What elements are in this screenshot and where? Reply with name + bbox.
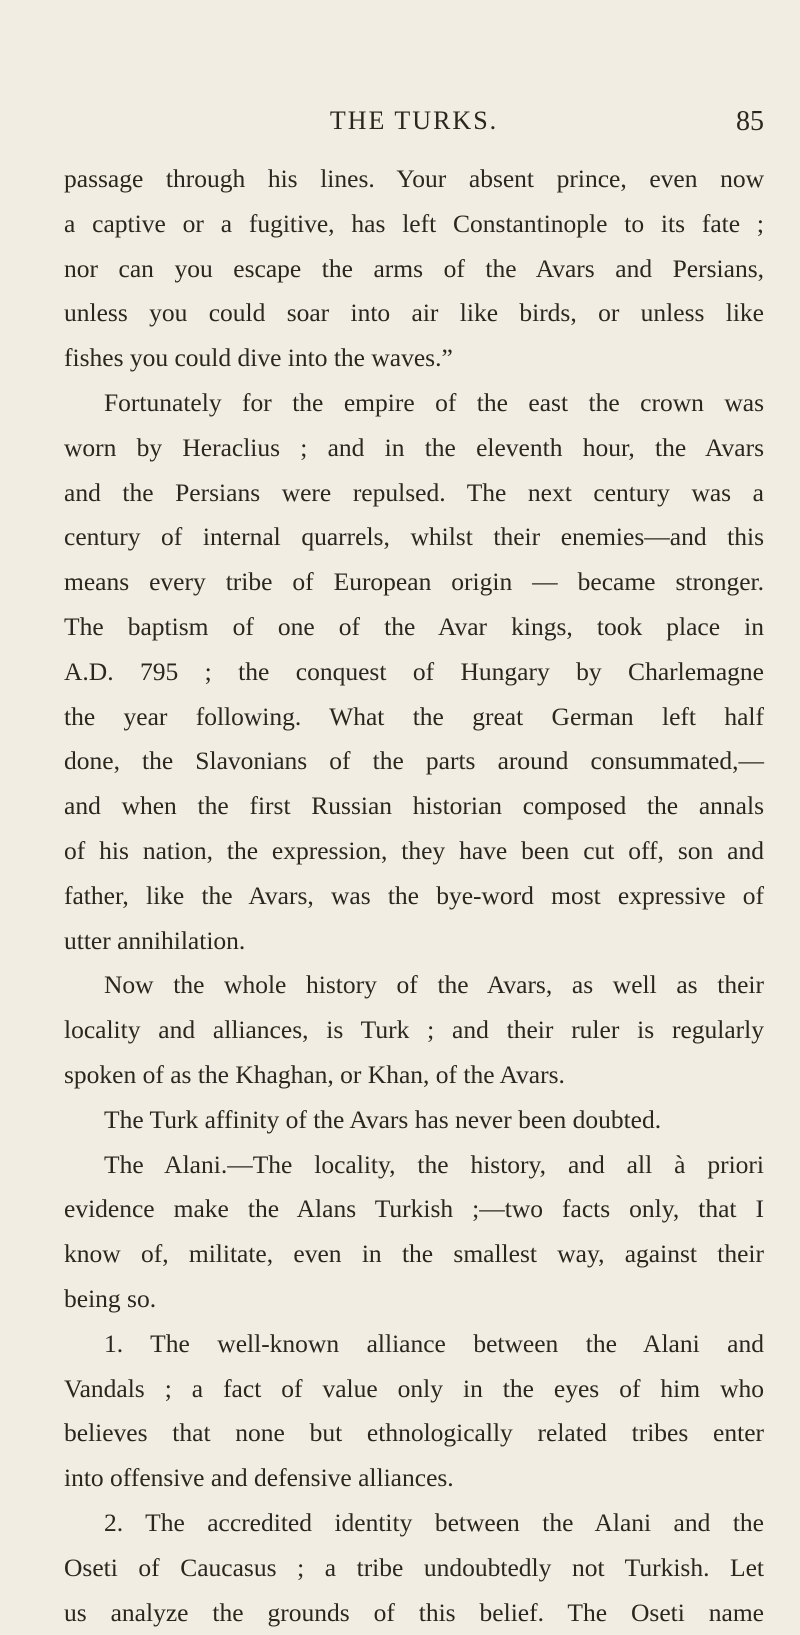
text-line: century of internal quarrels, whilst their enemies—and this [64, 515, 764, 560]
text-line: passage through his lines. Your absent prince, even now [64, 157, 764, 202]
text-line: and the Persians were repulsed. The next century was a [64, 471, 764, 516]
text-line: father, like the Avars, was the bye-word most expressive of [64, 874, 764, 919]
text-line: locality and alliances, is Turk ; and their ruler is regularly [64, 1008, 764, 1053]
text-line: Now the whole history of the Avars, as well as their [64, 963, 764, 1008]
text-line: believes that none but ethnologically related tribes enter [64, 1411, 764, 1456]
text-line: being so. [64, 1277, 764, 1322]
text-line: A.D. 795 ; the conquest of Hungary by Charlemagne [64, 650, 764, 695]
page-number: 85 [736, 106, 764, 138]
text-line: unless you could soar into air like birds, or unless like [64, 291, 764, 336]
text-line: 1. The well-known alliance between the Alani and [64, 1322, 764, 1367]
text-line: means every tribe of European origin — became stronger. [64, 560, 764, 605]
text-line: nor can you escape the arms of the Avars and Persians, [64, 247, 764, 292]
text-line: and when the first Russian historian composed the annals [64, 784, 764, 829]
text-line: done, the Slavonians of the parts around consummated,— [64, 739, 764, 784]
text-line: Fortunately for the empire of the east the crown was [64, 381, 764, 426]
text-line: evidence make the Alans Turkish ;—two facts only, that I [64, 1187, 764, 1232]
text-line: a captive or a fugitive, has left Constantinople to its fate ; [64, 202, 764, 247]
text-line: Vandals ; a fact of value only in the eyes of him who [64, 1367, 764, 1412]
text-line: The Turk affinity of the Avars has never been doubted. [64, 1098, 764, 1143]
text-line: worn by Heraclius ; and in the eleventh hour, the Avars [64, 426, 764, 471]
page-header [64, 102, 764, 142]
running-title: THE TURKS. [64, 106, 764, 136]
text-line: the year following. What the great German left half [64, 695, 764, 740]
text-line: Oseti of Caucasus ; a tribe undoubtedly not Turkish. Let [64, 1546, 764, 1591]
text-line: The Alani.—The locality, the history, and all à priori [64, 1143, 764, 1188]
text-line: The baptism of one of the Avar kings, took place in [64, 605, 764, 650]
text-line: us analyze the grounds of this belief. The Oseti name [64, 1591, 764, 1635]
text-line: into offensive and defensive alliances. [64, 1456, 764, 1501]
text-line: fishes you could dive into the waves.” [64, 336, 764, 381]
text-line: of his nation, the expression, they have been cut off, son and [64, 829, 764, 874]
text-line: utter annihilation. [64, 919, 764, 964]
text-line: 2. The accredited identity between the Alani and the [64, 1501, 764, 1546]
text-line: know of, militate, even in the smallest way, against their [64, 1232, 764, 1277]
body-text [64, 157, 764, 1635]
text-line: spoken of as the Khaghan, or Khan, of the Avars. [64, 1053, 764, 1098]
